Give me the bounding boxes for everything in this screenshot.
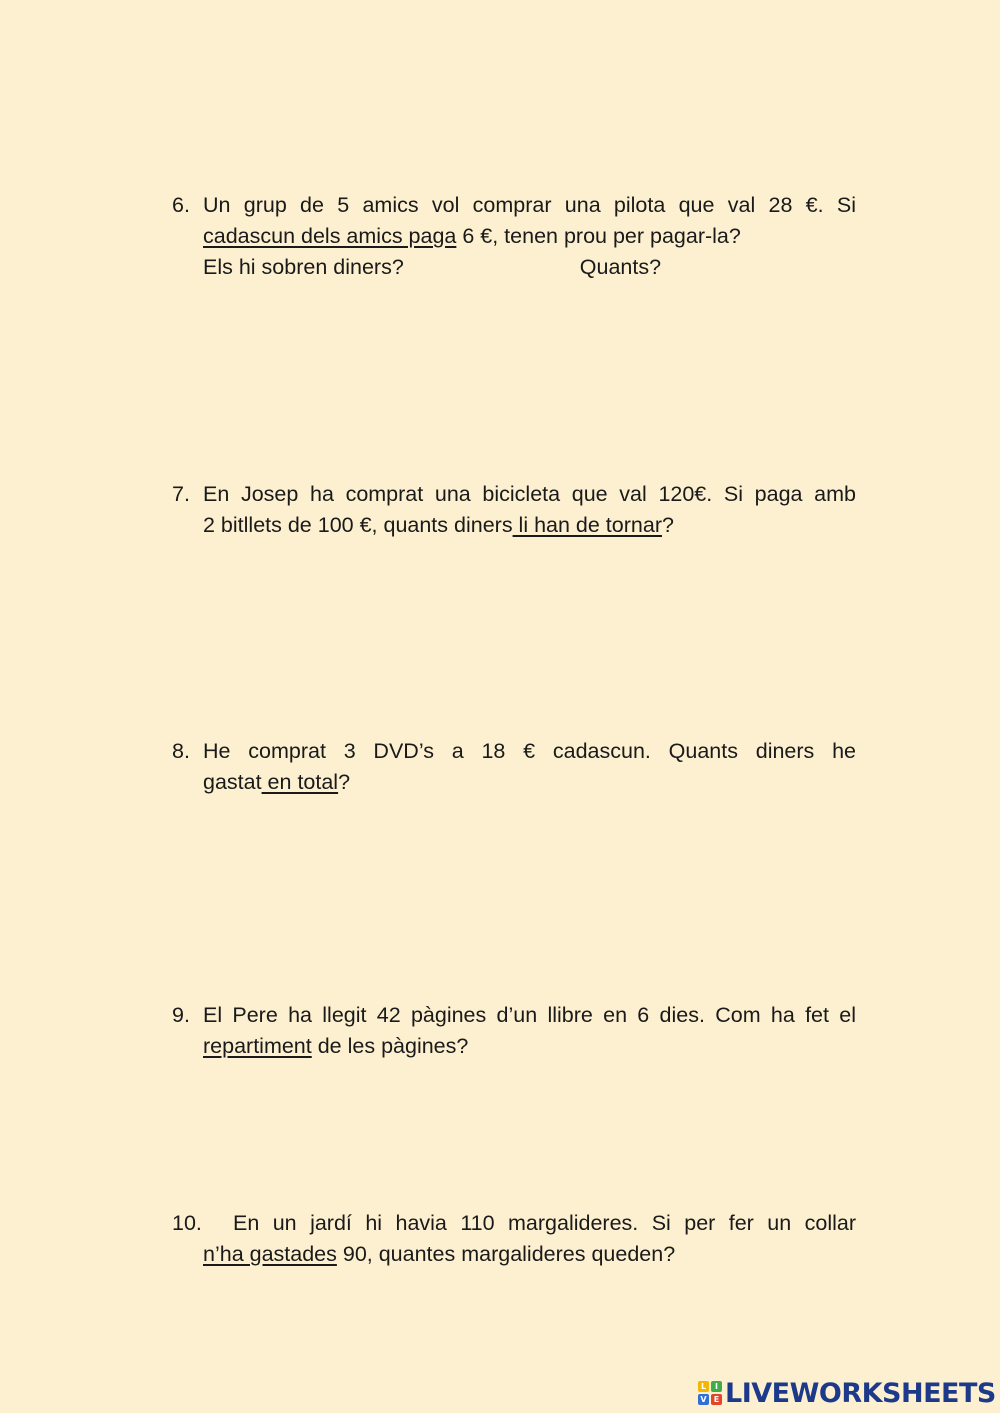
underlined-phrase: li han de tornar: [512, 513, 662, 537]
problem-line: 10. En un jardí hi havia 110 margalideres. Si per fer un collar: [172, 1208, 856, 1239]
logo-text: LIVEWORKSHEETS: [725, 1377, 996, 1409]
problem-line: El Pere ha llegit 42 pàgines d’un llibre en 6 dies. Com ha fet el: [203, 1003, 856, 1027]
logo-mark-icon: [698, 1381, 722, 1405]
problem-line: He comprat 3 DVD’s a 18 € cadascun. Quants diners he: [203, 739, 856, 763]
underlined-phrase: cadascun dels amics paga: [203, 224, 457, 248]
problem-6: [172, 190, 856, 283]
problem-7: [172, 479, 856, 541]
underlined-phrase: repartiment: [203, 1034, 312, 1058]
problem-line: n’ha gastades 90, quantes margalideres queden?: [203, 1242, 676, 1266]
problem-line: Un grup de 5 amics vol comprar una pilota que val 28 €. Si: [203, 193, 856, 217]
underlined-phrase: en total: [261, 770, 339, 794]
problem-line: En Josep ha comprat una bicicleta que val 120€. Si paga amb: [203, 482, 856, 506]
logo-mark-tile: I: [711, 1381, 722, 1392]
problem-line: gastat en total?: [203, 770, 351, 794]
problem-number: 8.: [172, 739, 190, 763]
logo-mark-tile: E: [711, 1394, 722, 1405]
underlined-phrase: n’ha gastades: [203, 1242, 337, 1266]
problem-number: 10.: [172, 1211, 202, 1235]
problem-line: 2 bitllets de 100 €, quants diners li han de tornar?: [203, 513, 674, 537]
problem-number: 6.: [172, 193, 190, 217]
logo-mark-tile: V: [698, 1394, 709, 1405]
problem-number: 9.: [172, 1003, 190, 1027]
problem-line: [203, 252, 856, 283]
question-b: Quants?: [579, 255, 662, 279]
problem-line: cadascun dels amics paga 6 €, tenen prou per pagar-la?: [203, 224, 741, 248]
problem-line: repartiment de les pàgines?: [203, 1034, 469, 1058]
problem-number: 7.: [172, 482, 190, 506]
logo-mark-tile: L: [698, 1381, 709, 1392]
problem-10: [172, 1208, 856, 1270]
problem-9: [172, 1000, 856, 1062]
liveworksheets-logo: [698, 1378, 996, 1408]
question-a: Els hi sobren diners?: [203, 255, 404, 279]
problem-8: [172, 736, 856, 798]
